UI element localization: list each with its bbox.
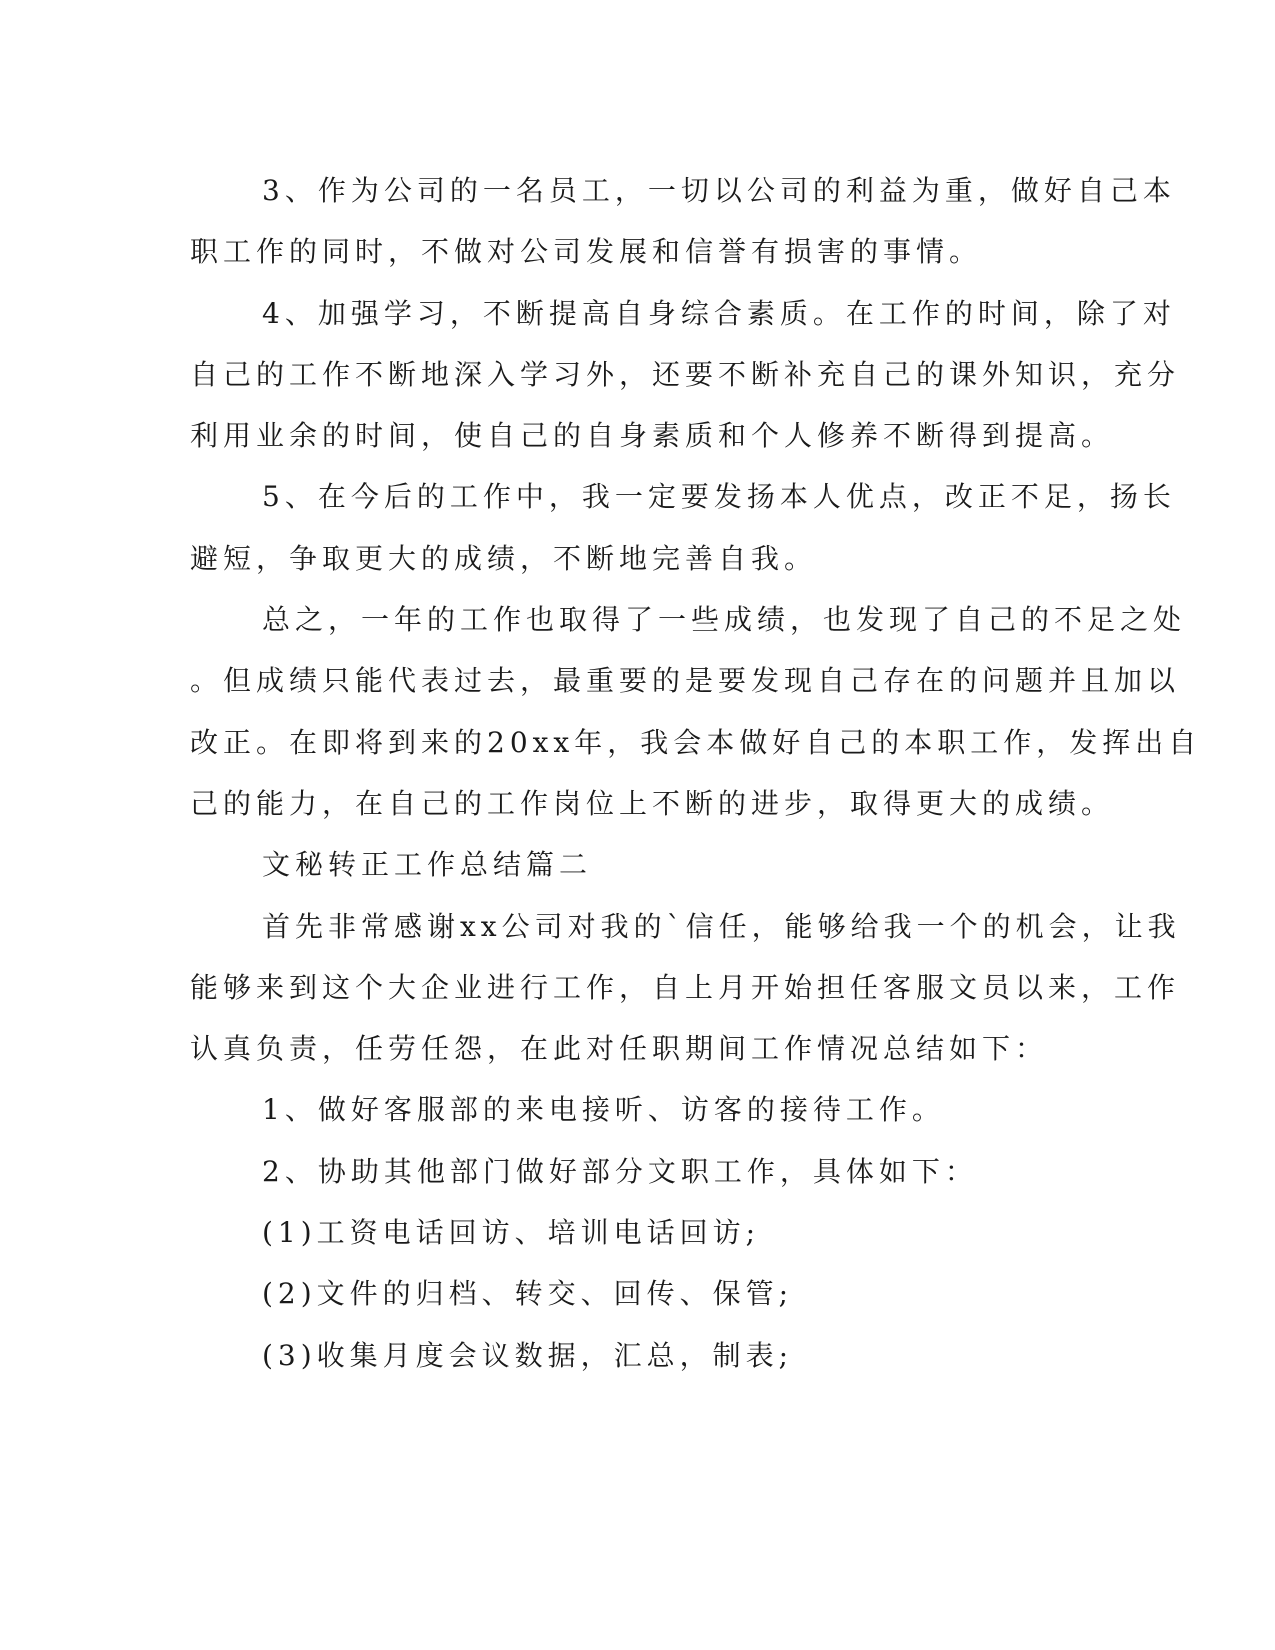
text-line: 文秘转正工作总结篇二	[262, 848, 593, 882]
text-line: 首先非常感谢xx公司对我的`信任，能够给我一个的机会，让我	[262, 909, 1181, 943]
text-line: 自己的工作不断地深入学习外，还要不断补充自己的课外知识，充分	[190, 357, 1181, 391]
text-line: 己的能力，在自己的工作岗位上不断的进步，取得更大的成绩。	[190, 786, 1115, 820]
text-line: 1、做好客服部的来电接听、访客的接待工作。	[262, 1093, 945, 1127]
text-line: (2)文件的归档、转交、回传、保管;	[262, 1277, 794, 1311]
text-line: (1)工资电话回访、培训电话回访;	[262, 1216, 761, 1250]
text-line: 5、在今后的工作中，我一定要发扬本人优点，改正不足，扬长	[262, 480, 1176, 514]
text-line: 。但成绩只能代表过去，最重要的是要发现自己存在的问题并且加以	[190, 664, 1181, 698]
text-line: 2、协助其他部门做好部分文职工作，具体如下：	[262, 1154, 978, 1188]
text-line: 认真负责，任劳任怨，在此对任职期间工作情况总结如下：	[190, 1032, 1049, 1066]
document-body	[190, 160, 1202, 1386]
text-line: 避短，争取更大的成绩，不断地完善自我。	[190, 541, 818, 575]
text-line: 利用业余的时间，使自己的自身素质和个人修养不断得到提高。	[190, 419, 1115, 453]
text-line: (3)收集月度会议数据，汇总，制表;	[262, 1338, 794, 1372]
text-line: 能够来到这个大企业进行工作，自上月开始担任客服文员以来，工作	[190, 970, 1181, 1004]
text-line: 3、作为公司的一名员工，一切以公司的利益为重，做好自己本	[262, 174, 1176, 207]
text-line: 职工作的同时，不做对公司发展和信誉有损害的事情。	[190, 235, 983, 269]
text-line: 改正。在即将到来的20xx年，我会本做好自己的本职工作，发挥出自	[190, 725, 1202, 759]
text-line: 总之，一年的工作也取得了一些成绩，也发现了自己的不足之处	[262, 603, 1187, 637]
text-line: 4、加强学习，不断提高自身综合素质。在工作的时间，除了对	[262, 296, 1176, 330]
